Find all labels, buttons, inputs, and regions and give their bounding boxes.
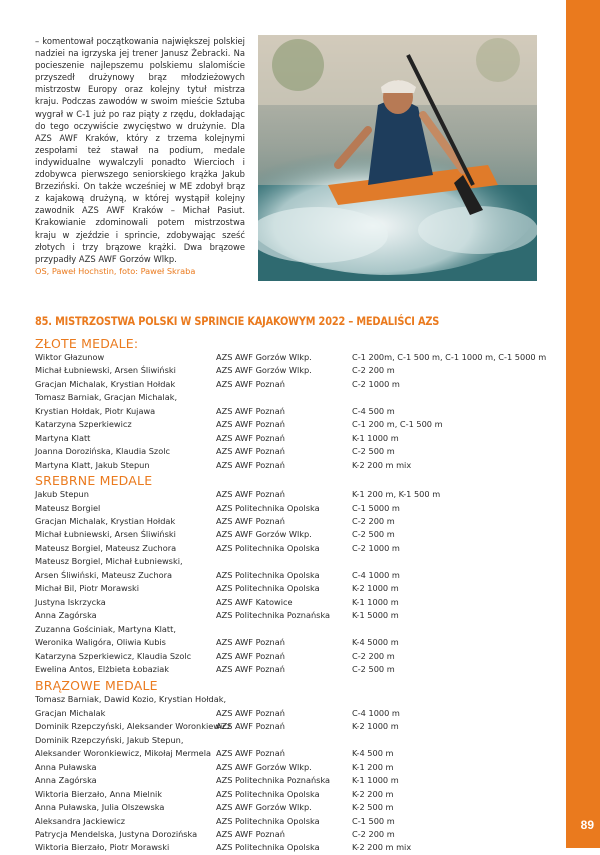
club-name: AZS AWF Poznań — [216, 748, 285, 759]
medalist-names: Krystian Hołdak, Piotr Kujawa — [35, 405, 156, 416]
club-name: AZS AWF Poznań — [216, 707, 285, 718]
canoe-slalom-photo — [258, 35, 537, 281]
club-name: AZS AWF Poznań — [216, 663, 285, 674]
medal-row — [35, 391, 555, 404]
event-list: C-2 200 m — [352, 365, 395, 376]
medalist-names: Anna Zagórska — [35, 775, 97, 786]
club-name: AZS AWF Gorzów Wlkp. — [216, 761, 312, 772]
medal-row — [35, 569, 555, 582]
silver-heading: SREBRNE MEDALE — [35, 473, 153, 489]
medalist-names: Dominik Rzepczyński, Aleksander Woronkiewicz — [35, 721, 232, 732]
club-name: AZS Politechnika Opolska — [216, 788, 320, 799]
club-name: AZS AWF Poznań — [216, 432, 285, 443]
event-list — [352, 623, 555, 636]
medal-row — [35, 761, 555, 774]
club-name: AZS AWF Katowice — [216, 596, 293, 607]
medal-row — [35, 502, 555, 515]
medal-row — [35, 747, 555, 760]
medal-row — [35, 788, 555, 801]
club-name: AZS AWF Gorzów Wlkp. — [216, 365, 312, 376]
medalist-names: Martyna Klatt — [35, 432, 91, 443]
event-list: C-1 200 m, C-1 500 m — [352, 419, 443, 430]
club-name: AZS Politechnika Opolska — [216, 569, 320, 580]
event-list: C-2 500 m — [352, 446, 395, 457]
event-list: C-1 200m, C-1 500 m, C-1 1000 m, C-1 5000 m — [352, 352, 547, 362]
bronze-rows — [35, 693, 555, 854]
medalist-names: Joanna Dorozińska, Klaudia Szolc — [35, 446, 171, 457]
medalist-names: Weronika Waligóra, Oliwia Kubis — [35, 637, 166, 648]
event-list: K-1 5000 m — [352, 610, 399, 621]
club-name: AZS Politechnika Poznańska — [216, 610, 331, 621]
medalist-names: Martyna Klatt, Jakub Stepun — [35, 459, 150, 470]
event-list: C-2 200 m — [352, 828, 395, 839]
medalist-names: Wiktoria Bierzało, Anna Mielnik — [35, 788, 163, 799]
section-title: 85. MISTRZOSTWA POLSKI W SPRINCIE KAJAKOWYM 2022 – MEDALIŚCI AZS — [35, 314, 440, 328]
event-list — [352, 555, 555, 568]
event-list: C-4 1000 m — [352, 569, 400, 580]
medal-row — [35, 663, 555, 676]
club-name: AZS AWF Poznań — [216, 419, 285, 430]
medalist-names: Wiktoria Bierzało, Piotr Morawski — [35, 842, 170, 853]
event-list: C-2 200 m — [352, 515, 395, 526]
club-name — [216, 693, 352, 706]
event-list: K-2 200 m — [352, 788, 394, 799]
medalist-names: Anna Puławska — [35, 761, 97, 772]
medalist-names: Ewelina Antos, Elżbieta Łobaziak — [35, 663, 169, 674]
page-number: 89 — [580, 818, 594, 832]
club-name: AZS AWF Poznań — [216, 637, 285, 648]
club-name — [216, 734, 352, 747]
medalist-names: Gracjan Michalak — [35, 707, 106, 718]
event-list: K-4 500 m — [352, 748, 394, 759]
medal-row — [35, 636, 555, 649]
medal-row — [35, 650, 555, 663]
medal-row — [35, 364, 555, 377]
club-name: AZS AWF Poznań — [216, 378, 285, 389]
medal-row — [35, 555, 555, 568]
medalist-names: Gracjan Michalak, Krystian Hołdak — [35, 515, 176, 526]
medalist-names: Gracjan Michalak, Krystian Hołdak — [35, 378, 176, 389]
medalist-names: Tomasz Barniak, Dawid Kozio, Krystian Hołdak, — [35, 694, 227, 705]
club-name: AZS Politechnika Opolska — [216, 842, 320, 853]
medalist-names: Jakub Stepun — [35, 489, 89, 500]
medalist-names: Aleksandra Jackiewicz — [35, 815, 126, 826]
medalist-names: Aleksander Woronkiewicz, Mikołaj Mermela — [35, 748, 212, 759]
medal-row — [35, 734, 555, 747]
gold-heading: ZŁOTE MEDALE: — [35, 336, 139, 351]
club-name: AZS AWF Poznań — [216, 721, 285, 732]
bronze-heading: BRĄZOWE MEDALE — [35, 678, 158, 694]
club-name: AZS Politechnika Opolska — [216, 815, 320, 826]
event-list: K-2 1000 m — [352, 583, 399, 594]
article-paragraph: – komentował początkowania największej polskiej nadziei na igrzyska jej trener Janusz Żebracki. Na pocieszenie najlepszemu polskiemu slalomiście przyszedł drużynowy brąz młodzieżowych mistrzostw Europy oraz kolejny tytuł mistrza kraju. Podczas zawodów w swoim mieście Sztuba wygrał w C-1 już po raz piąty z rzędu, dokładając do tego oczywiście zwycięstwo w drużynie. Dla AZS AWF Kraków, który z trzema kolejnymi zespołami też stawał na podium, medale indywidualne wywalczyli ponadto Wiercioch i zdobywca pierwszego seniorskiego krążka Jakub Brzeziński. On także wcześniej w ME zdobył brąz z kajakową drużyną, w której wystąpił kolejny zawodnik AZS AWF Kraków – Michał Pasiut. Krakowianie zdominowali potem mistrzostwa kraju w zjeździe i sprincie, zdobywając sześć złotych i trzy brązowe krążki. Dwa brązowe przypadły AZS AWF Gorzów Wlkp. — [35, 36, 245, 264]
event-list: K-1 1000 m — [352, 596, 399, 607]
event-list: K-2 1000 m — [352, 721, 399, 732]
article-text-column — [35, 35, 245, 277]
event-list — [352, 693, 555, 706]
event-list: K-1 200 m, K-1 500 m — [352, 489, 441, 500]
medalist-names: Dominik Rzepczyński, Jakub Stepun, — [35, 734, 184, 745]
medalist-names: Michał Łubniewski, Arsen Śliwiński — [35, 529, 176, 540]
silver-rows — [35, 488, 555, 676]
medal-row — [35, 801, 555, 814]
medal-row — [35, 815, 555, 828]
medalist-names: Patrycja Mendelska, Justyna Dorozińska — [35, 828, 198, 839]
event-list: K-4 5000 m — [352, 637, 399, 648]
medal-row — [35, 488, 555, 501]
photo-illustration — [258, 35, 537, 281]
club-name: AZS AWF Poznań — [216, 405, 285, 416]
medalist-names: Anna Zagórska — [35, 610, 97, 621]
club-name — [216, 623, 352, 636]
medal-row — [35, 405, 555, 418]
medalist-names: Mateusz Borgiel, Mateusz Zuchora — [35, 542, 177, 553]
article-credit: OS, Paweł Hochstin, foto: Paweł Skraba — [35, 265, 196, 276]
medalist-names: Mateusz Borgiel, Michał Łubniewski, — [35, 556, 183, 567]
medal-row — [35, 459, 555, 472]
medal-row — [35, 693, 555, 706]
medalist-names: Mateusz Borgiel — [35, 502, 101, 513]
club-name: AZS AWF Poznań — [216, 489, 285, 500]
event-list: C-2 1000 m — [352, 542, 400, 553]
club-name: AZS AWF Poznań — [216, 515, 285, 526]
medal-row — [35, 528, 555, 541]
club-name: AZS Politechnika Opolska — [216, 542, 320, 553]
medal-row — [35, 432, 555, 445]
event-list: C-1 500 m — [352, 815, 395, 826]
medal-row — [35, 515, 555, 528]
medalist-names: Tomasz Barniak, Gracjan Michalak, — [35, 392, 178, 403]
medal-row — [35, 582, 555, 595]
club-name: AZS Politechnika Poznańska — [216, 775, 331, 786]
medalist-names: Zuzanna Gościniak, Martyna Klatt, — [35, 623, 176, 634]
medal-row — [35, 828, 555, 841]
medalist-names: Wiktor Głazunow — [35, 352, 105, 362]
club-name — [216, 391, 352, 404]
medalist-names: Katarzyna Szperkiewicz — [35, 419, 132, 430]
medal-row — [35, 774, 555, 787]
event-list: K-1 1000 m — [352, 432, 399, 443]
medal-row — [35, 707, 555, 720]
club-name: AZS AWF Poznań — [216, 459, 285, 470]
club-name: AZS AWF Gorzów Wlkp. — [216, 352, 312, 362]
club-name — [216, 555, 352, 568]
medalist-names: Katarzyna Szperkiewicz, Klaudia Szolc — [35, 650, 192, 661]
medal-row — [35, 609, 555, 622]
medalist-names: Anna Puławska, Julia Olszewska — [35, 802, 165, 813]
medal-row — [35, 623, 555, 636]
medalist-names: Justyna Iskrzycka — [35, 596, 106, 607]
event-list: K-2 200 m mix — [352, 842, 412, 853]
medal-row — [35, 418, 555, 431]
event-list: C-2 500 m — [352, 663, 395, 674]
event-list: C-4 500 m — [352, 405, 395, 416]
medal-row — [35, 596, 555, 609]
event-list — [352, 391, 555, 404]
side-accent-bar — [566, 0, 600, 848]
medal-row — [35, 378, 555, 391]
event-list: K-1 1000 m — [352, 775, 399, 786]
gold-rows — [35, 351, 555, 472]
medal-row — [35, 542, 555, 555]
event-list: C-2 200 m — [352, 650, 395, 661]
medalist-names: Arsen Śliwiński, Mateusz Zuchora — [35, 569, 173, 580]
club-name: AZS AWF Gorzów Wlkp. — [216, 802, 312, 813]
club-name: AZS Politechnika Opolska — [216, 583, 320, 594]
medalist-names: Michał Bil, Piotr Morawski — [35, 583, 140, 594]
medalist-names: Michał Łubniewski, Arsen Śliwiński — [35, 365, 176, 376]
club-name: AZS Politechnika Opolska — [216, 502, 320, 513]
event-list: C-4 1000 m — [352, 707, 400, 718]
results-list — [35, 336, 555, 855]
club-name: AZS AWF Poznań — [216, 828, 285, 839]
club-name: AZS AWF Poznań — [216, 650, 285, 661]
medal-row — [35, 351, 555, 364]
medal-row — [35, 720, 555, 733]
club-name: AZS AWF Gorzów Wlkp. — [216, 529, 312, 540]
event-list: C-1 5000 m — [352, 502, 400, 513]
event-list: C-2 1000 m — [352, 378, 400, 389]
event-list: K-2 200 m mix — [352, 459, 412, 470]
medal-row — [35, 841, 555, 854]
event-list — [352, 734, 555, 747]
event-list: K-2 500 m — [352, 802, 394, 813]
medal-row — [35, 445, 555, 458]
club-name: AZS AWF Poznań — [216, 446, 285, 457]
event-list: C-2 500 m — [352, 529, 395, 540]
event-list: K-1 200 m — [352, 761, 394, 772]
